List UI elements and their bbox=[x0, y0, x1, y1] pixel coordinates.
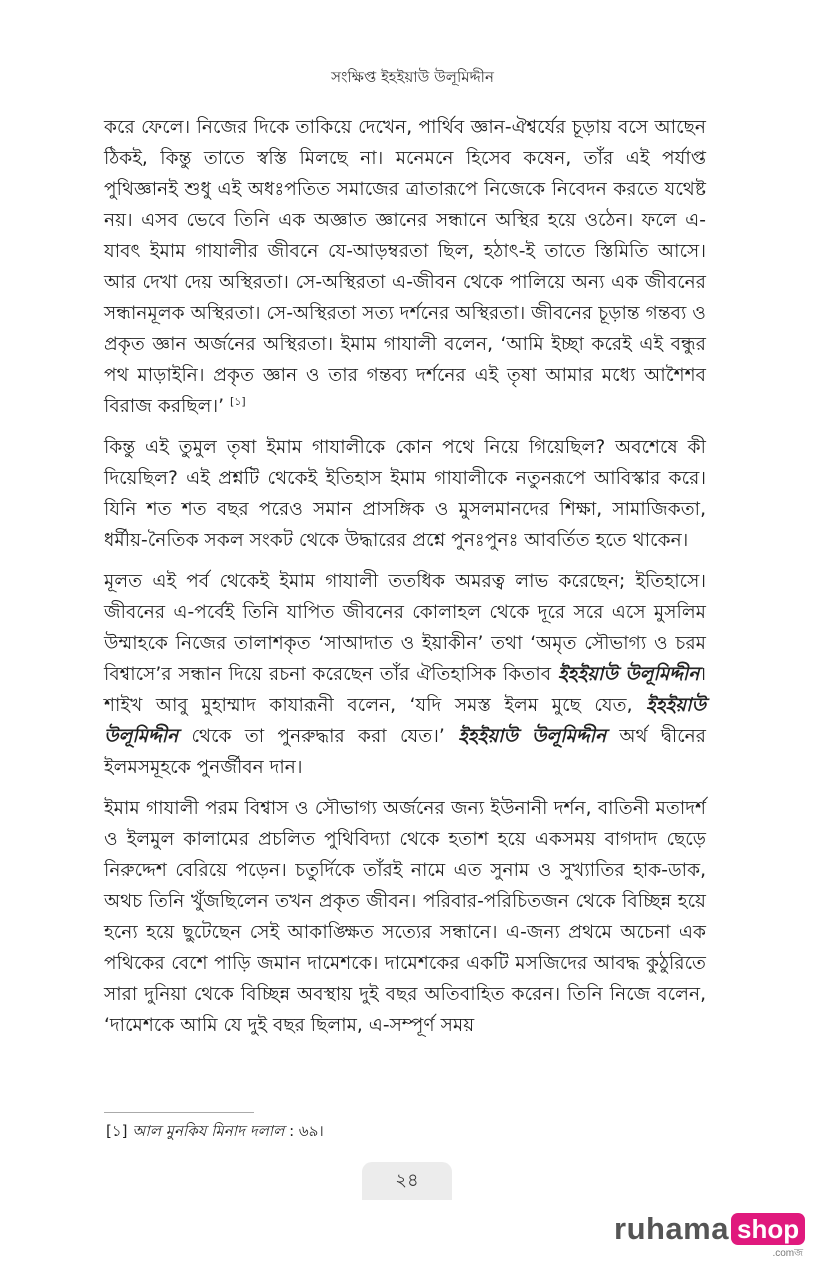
paragraph-3 bbox=[104, 566, 706, 783]
paragraph-2: কিন্তু এই তুমুল তৃষা ইমাম গাযালীকে কোন পথে নিয়ে গিয়েছিল? অবশেষে কী দিয়েছিল? এই প্রশ্নটি থেকেই ইতিহাস ইমাম গাযালীকে নতুনরূপে আবিস্কার করে। যিনি শত শত বছর পরেও সমান প্রাসঙ্গিক ও মুসলমানদের শিক্ষা, সামাজিকতা, ধর্মীয়-নৈতিক সকল সংকট থেকে উদ্ধারের প্রশ্নে পুনঃপুনঃ আবর্তিত হতে থাকেন। bbox=[104, 437, 706, 551]
logo-domain: .comজ bbox=[772, 1248, 804, 1259]
footnote-page: : ৬৯। bbox=[284, 1122, 324, 1140]
book-title: ইহইয়াউ উলূমিদ্দীন bbox=[557, 664, 700, 685]
footnote-source: আল মুনকিয মিনাদ দলাল bbox=[132, 1122, 285, 1140]
paragraph-1 bbox=[104, 112, 706, 422]
book-title: ইহইয়াউ উলূমিদ্দীন bbox=[458, 726, 607, 747]
footnote-divider bbox=[104, 1112, 254, 1113]
logo-shop-badge: shop bbox=[731, 1213, 805, 1245]
paragraph-1-text: করে ফেলে। নিজের দিকে তাকিয়ে দেখেন, পার্থিব জ্ঞান-ঐশ্বর্যের চূড়ায় বসে আছেন ঠিকই, কিন্তু তাতে স্বস্তি মিলছে না। মনেমনে হিসেব কষেন, তাঁর এই পর্যাপ্ত পুথিজ্ঞানই শুধু এই অধঃপতিত সমাজের ত্রাতারূপে নিজেকে নিবেদন করতে যথেষ্ট নয়। এসব ভেবে তিনি এক অজ্ঞাত জ্ঞানের সন্ধানে অস্থির হয়ে ওঠেন। ফলে এ-যাবৎ ইমাম গাযালীর জীবনে যে-আড়ম্বরতা ছিল, হঠাৎ-ই তাতে স্তিমিতি আসে। আর দেখা দেয় অস্থিরতা। সে-অস্থিরতা এ-জীবন থেকে পালিয়ে অন্য এক জীবনের সন্ধানমূলক অস্থিরতা। সে-অস্থিরতা সত্য দর্শনের অস্থিরতা। জীবনের চূড়ান্ত গন্তব্য ও প্রকৃত জ্ঞান অর্জনের অস্থিরতা। ইমাম গাযালী বলেন, ‘আমি ইচ্ছা করেই এই বন্ধুর পথ মাড়াইনি। প্রকৃত জ্ঞান ও তার গন্তব্য দর্শনের এই তৃষা আমার মধ্যে আশৈশব বিরাজ করছিল।’ bbox=[104, 117, 706, 417]
footnote bbox=[106, 1120, 324, 1145]
paragraph-3-segment: মূলত এই পর্ব থেকেই ইমাম গাযালী ততধিক অমরত্ব লাভ করেছেন; ইতিহাসে। জীবনের এ-পর্বেই তিনি যাপিত জীবনের কোলাহল থেকে দূরে সরে এসে মুসলিম উম্মাহকে নিজের তালাশকৃত ‘সাআদাত ও ইয়াকীন’ তথা ‘অমৃত সৌভাগ্য ও চরম বিশ্বাসে’র সন্ধান দিয়ে রচনা করেছেন তাঁর ঐতিহাসিক কিতাব bbox=[104, 571, 706, 685]
page-number: ২৪ bbox=[362, 1162, 452, 1200]
paragraph-3-segment: থেকে তা পুনরুদ্ধার করা যেত।’ bbox=[178, 726, 459, 747]
book-title: ইহইয়াউ উলূমিদ্দীন bbox=[104, 695, 706, 747]
body-text bbox=[104, 112, 706, 1051]
paragraph-4: ইমাম গাযালী পরম বিশ্বাস ও সৌভাগ্য অর্জনের জন্য ইউনানী দর্শন, বাতিনী মতাদর্শ ও ইলমুল কালামের প্রচলিত পুথিবিদ্যা থেকে হতাশ হয়ে একসময় বাগদাদ ছেড়ে নিরুদ্দেশ বেরিয়ে পড়েন। চতুর্দিকে তাঁরই নামে এত সুনাম ও সুখ্যাতির হাক-ডাক, অথচ তিনি খুঁজছিলেন তখন প্রকৃত জীবন। পরিবার-পরিচিতজন থেকে বিচ্ছিন্ন হয়ে হন্যে হয়ে ছুটেছেন সেই আকাঙ্ক্ষিত সত্যের সন্ধানে। এ-জন্য প্রথমে অচেনা এক পথিকের বেশে পাড়ি জমান দামেশকে। দামেশকের একটি মসজিদের আবদ্ধ কুঠুরিতে সারা দুনিয়া থেকে বিচ্ছিন্ন অবস্থায় দুই বছর অতিবাহিত করেন। তিনি নিজে বলেন, ‘দামেশকে আমি যে দুই বছর ছিলাম, এ-সম্পূর্ণ সময় bbox=[104, 798, 706, 1036]
paragraph-3-segment: অর্থ দ্বীনের ইলমসমূহকে পুনর্জীবন দান। bbox=[104, 726, 706, 778]
ruhamashop-logo bbox=[614, 1211, 805, 1259]
footnote-marker: [১] bbox=[106, 1122, 128, 1140]
footnote-reference[interactable]: [১] bbox=[230, 394, 246, 408]
running-header: সংক্ষিপ্ত ইহইয়াউ উলূমিদ্দীন bbox=[331, 68, 494, 86]
paragraph-3-segment: । শাইখ আবু মুহাম্মাদ কাযারূনী বলেন, ‘যদি সমস্ত ইলম মুছে যেত, bbox=[104, 664, 706, 716]
logo-ruhama-text: ruhama bbox=[614, 1211, 729, 1246]
